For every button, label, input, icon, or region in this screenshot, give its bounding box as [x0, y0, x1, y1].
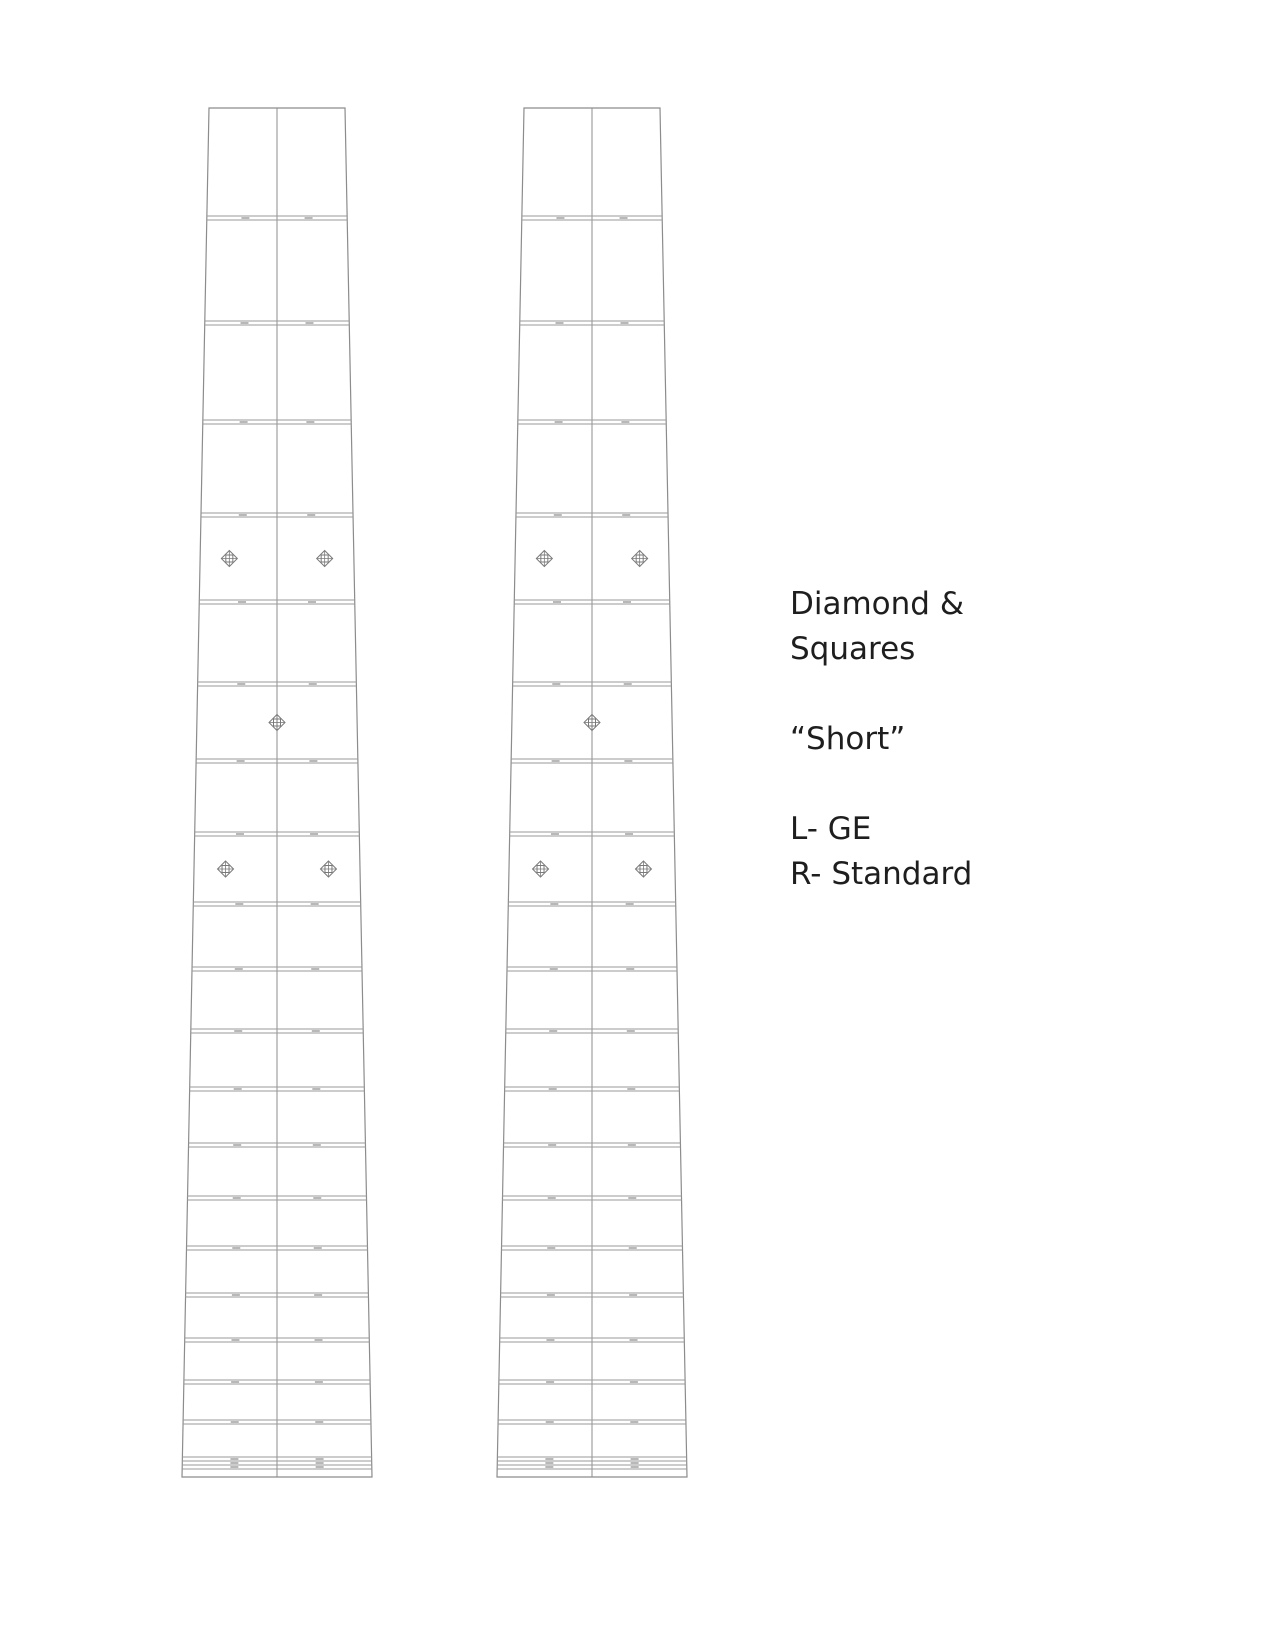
notes-title-line1: Diamond & [790, 586, 964, 622]
notes-title-line2: Squares [790, 631, 916, 667]
notes-spacer [790, 672, 972, 717]
left-fretboard [182, 108, 372, 1477]
notes-left-label: L- GE [790, 811, 872, 847]
right-fretboard [497, 108, 687, 1477]
notes-spacer [790, 762, 972, 807]
notes-variant: “Short” [790, 721, 906, 757]
drawing-notes [790, 582, 972, 897]
notes-right-label: R- Standard [790, 856, 973, 892]
